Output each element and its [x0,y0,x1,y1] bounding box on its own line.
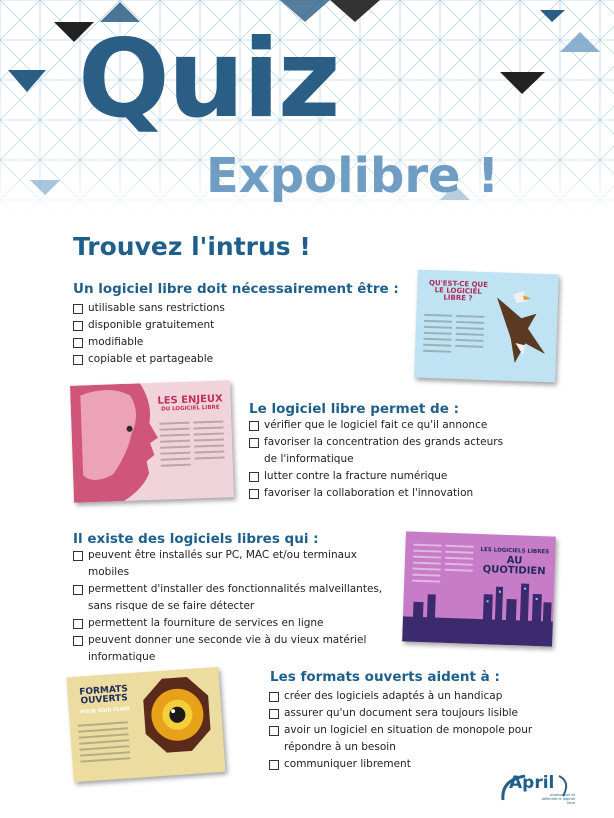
option-label: vérifier que le logiciel fait ce qu'il annonce [264,419,488,431]
panel-subtitle: DU LOGICIEL LIBRE [161,404,220,413]
checkbox[interactable] [73,619,83,629]
option-item[interactable] [249,434,519,468]
option-label: copiable et partageable [88,353,214,365]
option-label: créer des logiciels adaptés à un handicap [284,690,503,702]
checkbox[interactable] [73,551,83,561]
question-title: Il existe des logiciels libres qui : [73,531,319,547]
option-item[interactable] [269,722,539,756]
option-item[interactable] [73,632,393,666]
eye-illustration [67,667,226,782]
options-list [73,547,393,666]
option-label: disponible gratuitement [88,319,215,331]
panel-title: QU'EST-CE QUE LE LOGICIEL LIBRE ? [428,278,489,303]
option-label: permettent d'installer des fonctionnalités malveillantes, sans risque de se faire détecter [88,583,383,612]
checkbox[interactable] [249,421,259,431]
option-label: lutter contre la fracture numérique [264,470,448,482]
option-item[interactable] [269,705,539,722]
panel-subtitle: AU QUOTIDIEN [482,554,546,578]
section-heading: Trouvez l'intrus ! [73,232,311,261]
option-item[interactable] [73,581,393,615]
panel-title: LES ENJEUX [157,393,223,407]
checkbox[interactable] [73,321,83,331]
checkbox[interactable] [73,338,83,348]
checkbox[interactable] [249,438,259,448]
panel-thumbnail-3 [402,531,556,646]
panel-thumbnail-4 [67,667,226,782]
checkbox[interactable] [249,472,259,482]
option-item[interactable] [73,547,393,581]
checkbox[interactable] [269,692,279,702]
options-list [249,417,519,502]
poster-subtitle: Expolibre ! [206,148,500,204]
option-label: communiquer librement [284,758,411,770]
option-label: assurer qu'un document sera toujours lisible [284,707,518,719]
checkbox[interactable] [249,489,259,499]
option-item[interactable] [249,485,519,502]
option-item[interactable] [269,688,539,705]
panel-title: FORMATS OUVERTS [78,684,129,707]
option-item[interactable] [73,317,373,334]
question-title: Les formats ouverts aident à : [270,669,500,685]
option-item[interactable] [73,334,373,351]
option-label: favoriser la collaboration et l'innovation [264,487,474,499]
option-label: permettent la fourniture de services en ligne [88,617,324,629]
checkbox[interactable] [73,636,83,646]
poster-title: Quiz [78,17,339,142]
checkbox[interactable] [73,304,83,314]
checkbox[interactable] [73,585,83,595]
option-label: modifiable [88,336,144,348]
option-item[interactable] [249,468,519,485]
option-label: peuvent être installés sur PC, MAC et/ou terminaux mobiles [88,549,357,578]
option-item[interactable] [249,417,519,434]
option-label: favoriser la concentration des grands acteurs de l'informatique [264,436,504,465]
panel-thumbnail-1 [414,270,559,383]
checkbox[interactable] [269,709,279,719]
april-logo [497,768,577,808]
option-label: utilisable sans restrictions [88,302,225,314]
checkbox[interactable] [73,355,83,365]
logo-tagline: promouvoir et défendre le logiciel libre [541,793,575,805]
question-title: Le logiciel libre permet de : [249,401,459,417]
options-list [73,300,373,368]
question-title: Un logiciel libre doit nécessairement être : [73,281,399,297]
options-list [269,688,539,773]
panel-thumbnail-2 [70,380,234,503]
checkbox[interactable] [269,726,279,736]
option-label: peuvent donner une seconde vie à du vieux matériel informatique [88,634,367,663]
panel-subtitle: POUR VOIR CLAIR [80,706,130,716]
option-label: avoir un logiciel en situation de monopole pour répondre à un besoin [284,724,533,753]
option-item[interactable] [73,300,373,317]
panel-title: LES LOGICIELS LIBRES [480,547,550,556]
option-item[interactable] [73,615,393,632]
checkbox[interactable] [269,760,279,770]
option-item[interactable] [73,351,373,368]
logo-name: April [509,773,555,793]
